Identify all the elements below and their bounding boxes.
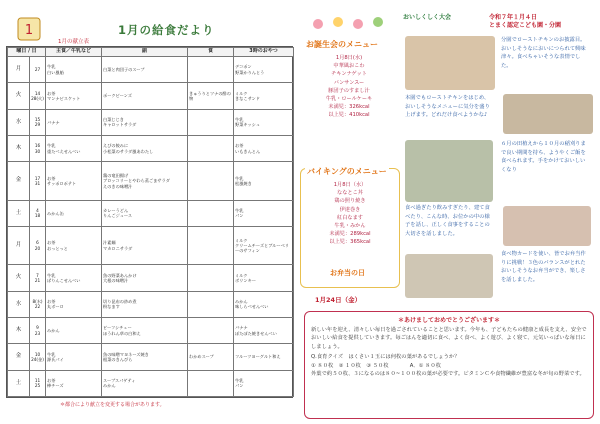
- table-row: [8, 109, 294, 135]
- page-title: 1月の給食だより: [118, 23, 215, 37]
- activity-date: 令和７年１月４日: [489, 14, 538, 21]
- viking-menu-item: 伊達巻き: [339, 206, 361, 213]
- table-row: [8, 226, 294, 264]
- menu-snack-cell: 牛乳 松風焼き: [234, 162, 294, 200]
- menu-snack-cell: お茶 いもきんとん: [234, 135, 294, 161]
- menu-side-cell: 魚の味噌マヨネーズ焼き 根菜のきんぴら: [102, 344, 188, 370]
- menu-date-cell: 4 18: [30, 200, 46, 226]
- menu-dish-cell: わかめスープ: [188, 344, 234, 370]
- menu-main-cell: 牛乳 源氏パイ: [46, 344, 102, 370]
- menu-main-cell: 牛乳 白い風船: [46, 57, 102, 83]
- menu-side-cell: えびの餃みに 小松菜のサラダ風あわたし: [102, 135, 188, 161]
- table-row: [8, 135, 294, 161]
- viking-menu-item: 紅白なます: [337, 214, 363, 221]
- menu-day-cell: 金: [8, 162, 30, 200]
- menu-side-cell: スープスパゲティ みかん: [102, 370, 188, 396]
- menu-snack-cell: 牛乳 野菜キッシュ: [234, 109, 294, 135]
- menu-dish-cell: [188, 265, 234, 291]
- activity-location: とまく認定こども園・分園: [489, 22, 562, 29]
- school-logo: [14, 14, 44, 44]
- birthday-menu-panel: [300, 16, 400, 174]
- bento-day-date: 1月24日（金）: [315, 296, 362, 304]
- birthday-menu-item: 牛乳・ロールケーキ: [325, 96, 373, 103]
- menu-main-cell: 牛乳 重たべえせんべい: [46, 135, 102, 161]
- menu-date-cell: 8(水) 22: [30, 291, 46, 317]
- col-header-main: 主食／牛乳など: [46, 48, 102, 57]
- menu-side-cell: 汁素麺 マカロニサラダ: [102, 226, 188, 264]
- menu-table: [6, 46, 293, 398]
- menu-main-cell: 牛乳 ぱりんこせんべい: [46, 265, 102, 291]
- menu-dish-cell: [188, 162, 234, 200]
- menu-date-cell: 16 30: [30, 135, 46, 161]
- menu-snack-cell: フルーツヨーグルト和え: [234, 344, 294, 370]
- menu-date-cell: 7 21: [30, 265, 46, 291]
- menu-side-cell: カレーうどん りんごジュース: [102, 200, 188, 226]
- menu-date-cell: 17 31: [30, 162, 46, 200]
- menu-main-cell: みかん: [46, 317, 102, 343]
- menu-day-cell: 火: [8, 83, 30, 109]
- table-row: [8, 57, 294, 83]
- menu-dish-cell: [188, 370, 234, 396]
- birthday-menu-date: 1月8日(水): [335, 55, 363, 61]
- birthday-menu-item: 中華風おこわ: [333, 63, 365, 70]
- viking-energy-older: 以上児：365kcal: [329, 239, 371, 246]
- table-row: [8, 162, 294, 200]
- menu-side-cell: ビーフシチュー ほうれん草の白和え: [102, 317, 188, 343]
- menu-date-cell: 9 23: [30, 317, 46, 343]
- menu-side-cell: 白菜じじき キャロットサラダ: [102, 109, 188, 135]
- menu-main-cell: お茶 棒チーズ: [46, 370, 102, 396]
- menu-snack-cell: ミルク クリームチーズとブルーベリーのサフィン: [234, 226, 294, 264]
- bento-day-heading: お弁当の日: [330, 269, 365, 277]
- activity-paragraph-3: ６月の田植えから１０月の稲刈りまで良い期間を持ち、ようやくご飯を食べられます。手をかけておいしいくなり: [501, 141, 586, 173]
- birthday-menu-item: 豚団子のすまし汁: [328, 87, 370, 94]
- menu-snack-cell: ミルク きなこサンド: [234, 83, 294, 109]
- birthday-menu-heading: お誕生会のメニュー: [306, 40, 378, 49]
- menu-main-cell: お茶 丸ボーロ: [46, 291, 102, 317]
- menu-snack-cell: みかん 味しらべせんべい: [234, 291, 294, 317]
- menu-side-cell: 切り昆布の炒め煮 粉なます: [102, 291, 188, 317]
- menu-main-cell: バナナ: [46, 109, 102, 135]
- menu-snack-cell: デコポン 野菜かりんとう: [234, 57, 294, 83]
- menu-dish-cell: [188, 57, 234, 83]
- menu-day-cell: 木: [8, 317, 30, 343]
- menu-side-cell: 鶏の竜田揚げ ブロッコリーとやわら蒸ごまサラダ えのきの味噌汁: [102, 162, 188, 200]
- food-quiz: Q.食育クイズ はくさい１玉には何枚の葉があるでしょうか？ ① ８０枚 ② １０枚 ③ ５０枚 A．① ８０枚 外葉で約５０枚、３になるのは８０~１００枚の葉が必要です。ビタミンＣや食物繊維が豊富な冬が旬の野菜です。: [311, 354, 585, 378]
- menu-footnote: ＊都合により献立を変更する場合があります。: [60, 402, 165, 408]
- menu-side-cell: 魚の野菜あんかけ 大根の味噌汁: [102, 265, 188, 291]
- menu-date-cell: 15 29: [30, 109, 46, 135]
- menu-table-heading: 1月の献立表: [58, 39, 89, 45]
- menu-main-cell: お茶 おっとっと: [46, 226, 102, 264]
- menu-dish-cell: [188, 109, 234, 135]
- menu-dish-cell: [188, 135, 234, 161]
- birthday-menu-item: バンサンスー: [333, 79, 365, 86]
- menu-day-cell: 水: [8, 109, 30, 135]
- photo-roast-chicken-annex: [405, 36, 495, 90]
- table-row: [8, 83, 294, 109]
- viking-menu-item: 牛乳・みかん: [334, 223, 366, 230]
- birthday-energy-children: 未満児：326kcal: [328, 104, 370, 111]
- activity-paragraph-4: 食べ過ぎたり飲みすぎたり、建て食べたり、こんな時、お位かの中の様子を話し、正しく食事をすることの大切さを話しました。: [405, 205, 490, 237]
- table-row: [8, 265, 294, 291]
- col-header-dish: 食: [188, 48, 234, 57]
- photo-roast-chicken-main: [503, 94, 593, 134]
- col-header-day: 曜日 / 日: [8, 48, 46, 57]
- col-header-snack: 3時のおやつ: [234, 48, 294, 57]
- menu-date-cell: 27: [30, 57, 46, 83]
- photo-rice-harvest: [405, 140, 493, 202]
- viking-menu-heading: バイキングのメニュー: [307, 167, 387, 176]
- table-row: [8, 200, 294, 226]
- menu-snack-cell: ミルク ボリンキー: [234, 265, 294, 291]
- menu-date-cell: 6 20: [30, 226, 46, 264]
- menu-day-cell: 土: [8, 200, 30, 226]
- menu-date-cell: 14 28(火): [30, 83, 46, 109]
- activity-label: おいしくしく大会: [403, 14, 452, 21]
- menu-day-cell: 月: [8, 226, 30, 264]
- menu-day-cell: 月: [8, 57, 30, 83]
- viking-energy-children: 未満児：289kcal: [329, 231, 371, 238]
- activity-paragraph-5: 食べ物カードを使い、皆でお弁当作りに挑戦！３色のバランスがとれたおいしそうなお弁当ができ、楽しさを話しました。: [501, 251, 586, 283]
- table-row: [8, 291, 294, 317]
- new-year-message-box: [304, 311, 594, 419]
- photo-bento-cards: [405, 254, 493, 298]
- menu-dish-cell: [188, 291, 234, 317]
- menu-main-cell: みかん缶: [46, 200, 102, 226]
- menu-dish-cell: [188, 317, 234, 343]
- menu-dish-cell: [188, 226, 234, 264]
- new-year-heading: ＊あけましておめでとうございます＊: [397, 317, 500, 324]
- menu-day-cell: 土: [8, 370, 30, 396]
- menu-dish-cell: きゅうりとツナの酢の物: [188, 83, 234, 109]
- viking-menu-item: ななとこ丼: [337, 190, 363, 197]
- svg-text:1: 1: [24, 23, 34, 38]
- col-header-side: 副: [102, 48, 188, 57]
- menu-snack-cell: バナナ ぽたぽた焼きせんべい: [234, 317, 294, 343]
- table-row: [8, 370, 294, 396]
- birthday-energy-older: 以上児：410kcal: [328, 112, 370, 119]
- flower-decoration-icon: [300, 16, 400, 38]
- viking-menu-date: 1月8日（水）: [333, 182, 367, 188]
- menu-side-cell: 白菜と肉団子のスープ: [102, 57, 188, 83]
- menu-day-cell: 水: [8, 291, 30, 317]
- menu-snack-cell: 牛乳 パン: [234, 370, 294, 396]
- activity-report: [403, 14, 593, 299]
- menu-day-cell: 金: [8, 344, 30, 370]
- menu-date-cell: 10 24(金): [30, 344, 46, 370]
- menu-day-cell: 火: [8, 265, 30, 291]
- menu-main-cell: お茶 サッポロポテト: [46, 162, 102, 200]
- viking-menu-item: 鶏の照り焼き: [334, 198, 366, 205]
- birthday-menu-item: チキンナゲット: [331, 71, 367, 78]
- table-row: [8, 344, 294, 370]
- menu-dish-cell: [188, 200, 234, 226]
- activity-paragraph-1: 分園でローストチキンのお披露目。おいしそうなにおいにつられて興味津々。食べちゃいそうな表情でした。: [501, 37, 586, 69]
- menu-main-cell: お茶 マンナビスケット: [46, 83, 102, 109]
- menu-snack-cell: 牛乳 パン: [234, 200, 294, 226]
- menu-side-cell: ポークビーンズ: [102, 83, 188, 109]
- new-year-body: 新しい年を迎え、清々しい毎日を過ごされていることと思います。今年も、子どもたちの健康と成長を支え、安全でおいしい給食を提供していきます。毎ごはんを適切に食べ、よく食べ、よく遊び、よく寝て、元気いっぱいな毎日にしましょう。: [311, 327, 587, 350]
- photo-eating-talk: [503, 206, 591, 246]
- activity-paragraph-2: 本園でもローストチキンをはじめ、おいしそうなメニューに気分を盛り上げます。どれだけ食べようかな♪: [405, 95, 490, 119]
- menu-date-cell: 11 25: [30, 370, 46, 396]
- table-row: [8, 317, 294, 343]
- menu-day-cell: 木: [8, 135, 30, 161]
